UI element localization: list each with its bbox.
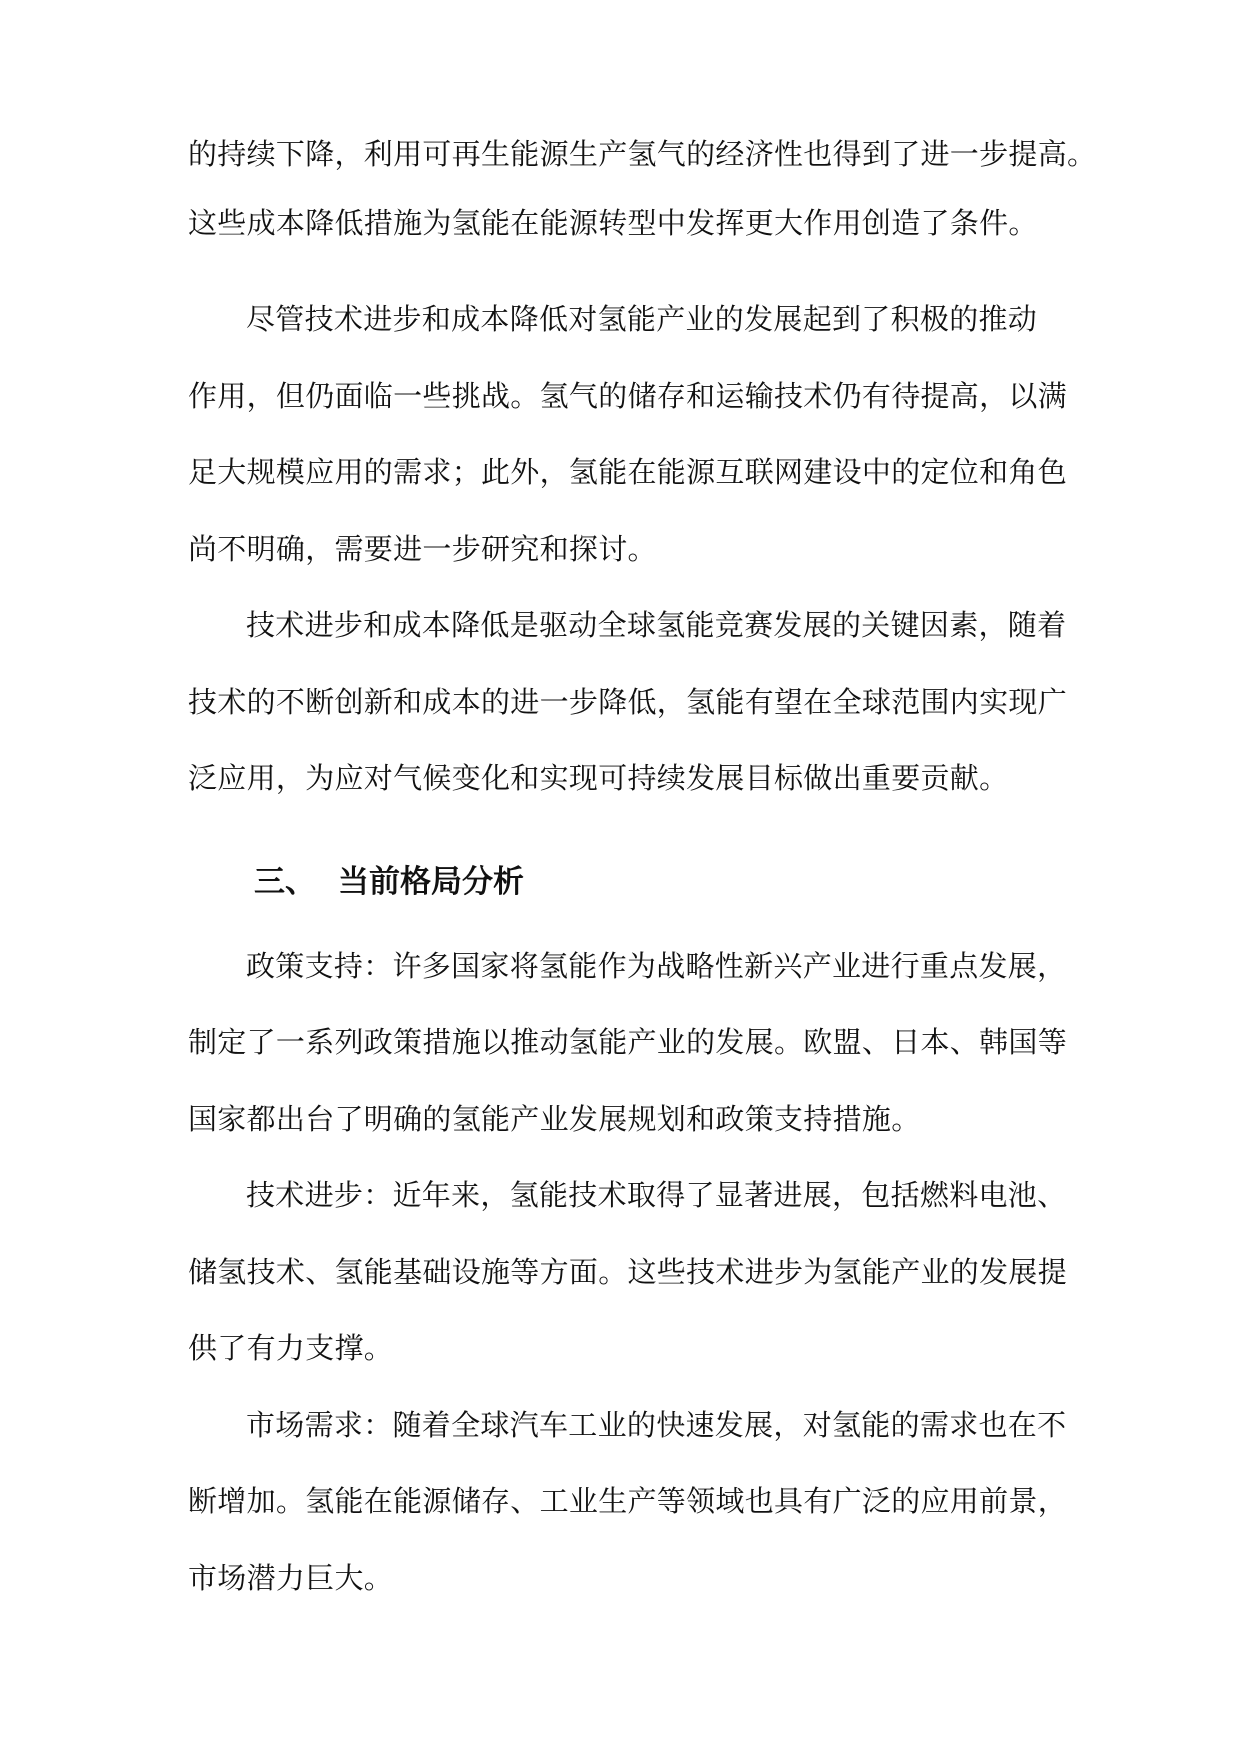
paragraph-line: 足大规模应用的需求；此外，氢能在能源互联网建设中的定位和角色	[188, 455, 1068, 489]
section-heading	[254, 862, 524, 902]
paragraph-line: 这些成本降低措施为氢能在能源转型中发挥更大作用创造了条件。	[188, 206, 1038, 240]
paragraph-line: 市场潜力巨大。	[188, 1561, 394, 1595]
paragraph-line: 技术的不断创新和成本的进一步降低，氢能有望在全球范围内实现广	[188, 685, 1068, 719]
paragraph-line: 技术进步：近年来，氢能技术取得了显著进展，包括燃料电池、	[246, 1178, 1067, 1212]
paragraph-line: 储氢技术、氢能基础设施等方面。这些技术进步为氢能产业的发展提	[188, 1255, 1068, 1289]
paragraph-line: 技术进步和成本降低是驱动全球氢能竞赛发展的关键因素，随着	[246, 608, 1067, 642]
paragraph-line: 国家都出台了明确的氢能产业发展规划和政策支持措施。	[188, 1102, 921, 1136]
paragraph-line: 制定了一系列政策措施以推动氢能产业的发展。欧盟、日本、韩国等	[188, 1025, 1068, 1059]
paragraph-line: 尽管技术进步和成本降低对氢能产业的发展起到了积极的推动	[246, 302, 1038, 336]
paragraph-line: 作用，但仍面临一些挑战。氢气的储存和运输技术仍有待提高，以满	[188, 379, 1068, 413]
section-number: 三、	[254, 864, 316, 900]
paragraph-line: 尚不明确，需要进一步研究和探讨。	[188, 532, 657, 566]
paragraph-line: 供了有力支撑。	[188, 1331, 394, 1365]
paragraph-line: 断增加。氢能在能源储存、工业生产等领域也具有广泛的应用前景，	[188, 1484, 1068, 1518]
paragraph-line: 泛应用，为应对气候变化和实现可持续发展目标做出重要贡献。	[188, 761, 1009, 795]
section-title: 当前格局分析	[338, 864, 524, 900]
paragraph-line: 的持续下降，利用可再生能源生产氢气的经济性也得到了进一步提高。	[188, 137, 1097, 171]
paragraph-line: 政策支持：许多国家将氢能作为战略性新兴产业进行重点发展，	[246, 949, 1067, 983]
paragraph-line: 市场需求：随着全球汽车工业的快速发展，对氢能的需求也在不	[246, 1408, 1067, 1442]
